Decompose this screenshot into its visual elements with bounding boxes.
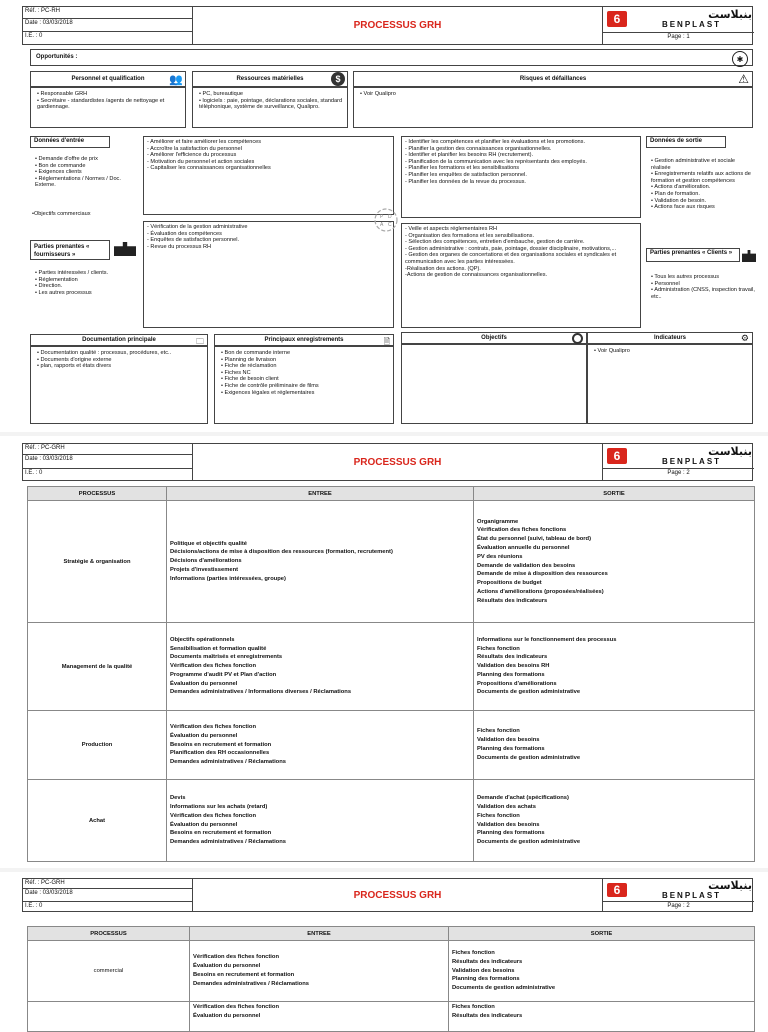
entree-line: Décisions d'améliorations bbox=[170, 558, 242, 565]
date-cell: Date : 03/03/2018 bbox=[23, 889, 193, 902]
indicators-title: Indicateurs bbox=[653, 335, 686, 341]
sortie-line: Fiches fonction bbox=[452, 950, 495, 956]
entree-line: Évaluation du personnel bbox=[193, 1012, 261, 1019]
entree-line: Vérification des fiches fonction bbox=[193, 954, 280, 961]
objectives-title: Objectifs bbox=[481, 335, 507, 341]
documentation-list bbox=[34, 350, 204, 370]
documentation-item: • plan, rapports et états divers bbox=[37, 363, 204, 370]
right-top-line: - Planifier les enquêtes de satisfaction personnel. bbox=[405, 171, 527, 178]
right-top-line: - Planifier les données de la revue du processus. bbox=[405, 178, 526, 185]
entree-line: Vérification des fiches fonction bbox=[193, 1004, 280, 1010]
risks-header bbox=[353, 71, 753, 87]
output-data-item: • Actions face aux risques bbox=[651, 204, 754, 211]
entree-line: Besoins en recrutement et formation bbox=[170, 830, 272, 837]
entree-line: Vérification des fiches fonction bbox=[170, 724, 257, 730]
entree-line: Programme d'audit PV et Plan d'action bbox=[170, 671, 277, 678]
svg-text:P: P bbox=[380, 214, 384, 220]
documentation-header bbox=[30, 334, 208, 346]
entree-line: Besoins en recrutement et formation bbox=[170, 741, 272, 748]
clients-title: Parties prenantes « Clients » bbox=[646, 248, 740, 262]
sortie-cell bbox=[474, 711, 755, 780]
sortie-line: Évaluation annuelle du personnel bbox=[477, 544, 570, 551]
personnel-box bbox=[30, 87, 186, 128]
resources-list bbox=[196, 91, 344, 111]
process-name: Stratégie & organisation bbox=[28, 501, 167, 623]
sortie-line: Documents de gestion administrative bbox=[477, 839, 581, 846]
suppliers-item: • Direction. bbox=[35, 283, 138, 290]
center-bottom-line: - Enquêtes de satisfaction personnel. bbox=[147, 237, 240, 244]
center-top-line: - Accroître la satisfaction du personnel bbox=[147, 145, 242, 152]
objectives-quality-box bbox=[143, 136, 394, 215]
sortie-line: Fiches fonction bbox=[477, 728, 520, 735]
right-bottom-line: - Sélection des compétences, entretien d'embauche, gestion de carrière. bbox=[405, 239, 585, 246]
col-header-entree: ENTREE bbox=[167, 487, 474, 501]
page-separator bbox=[0, 868, 768, 872]
right-top-line: - Planifier les formations et les sensibilisations bbox=[405, 165, 520, 172]
table-row bbox=[28, 1002, 755, 1032]
records-item: • Exigences légales et réglementaires bbox=[221, 390, 390, 397]
records-item: • Planning de livraison bbox=[221, 357, 390, 364]
clients-block bbox=[646, 248, 758, 318]
date-cell: Date : 03/03/2018 bbox=[23, 455, 193, 469]
process-name: Achat bbox=[28, 780, 167, 862]
bullseye-icon bbox=[572, 333, 583, 344]
input-data-block bbox=[30, 136, 138, 226]
folder-icon: 🗀 bbox=[196, 337, 204, 346]
document-title: PROCESSUS GRH bbox=[193, 7, 603, 44]
page2-header bbox=[22, 443, 753, 481]
sortie-line: Vérification des fiches fonctions bbox=[477, 527, 567, 534]
entree-line: Évaluation du personnel bbox=[170, 821, 238, 828]
output-data-title: Données de sortie bbox=[646, 136, 726, 148]
benplast-logo-icon: 6 bbox=[607, 448, 627, 464]
entree-line: Décisions/actions de mise à disposition des ressources (formation, recrutement) bbox=[170, 549, 393, 556]
sortie-line: Résultats des indicateurs bbox=[452, 958, 523, 965]
page3-header bbox=[22, 878, 753, 912]
document-title: PROCESSUS GRH bbox=[193, 444, 603, 480]
suppliers-block bbox=[30, 240, 140, 320]
ref-cell: Réf. : PC-GRH bbox=[23, 444, 193, 455]
right-bottom-line: -Actions de gestion de connaissances organisationnelles. bbox=[405, 272, 548, 279]
page-number: Page : 1 bbox=[603, 32, 754, 44]
ie-cell: I.E. : 0 bbox=[23, 902, 193, 911]
entree-line: Devis bbox=[170, 795, 186, 802]
records-title: Principaux enregistrements bbox=[264, 337, 344, 343]
sortie-line: Résultats des indicateurs bbox=[477, 597, 548, 604]
sortie-cell bbox=[474, 780, 755, 862]
sortie-line: Fiches fonction bbox=[452, 1004, 495, 1010]
table-row bbox=[28, 941, 755, 1002]
records-item: • Fiches NC bbox=[221, 370, 390, 377]
entree-line: Objectifs opérationnels bbox=[170, 636, 235, 643]
logo-english-text: BENPLAST bbox=[661, 457, 722, 466]
warning-icon: ⚠ bbox=[738, 72, 749, 86]
right-bottom-line: - Gestion administrative : contrats, paie, pointage, dossier disciplinaire, motivations,... bbox=[405, 245, 617, 252]
objectives-header bbox=[401, 332, 587, 344]
clients-item: • Administration (CNSS, inspection travail, etc.. bbox=[651, 287, 756, 300]
sortie-line: Informations sur le fonctionnement des processus bbox=[477, 636, 617, 643]
entree-cell bbox=[167, 780, 474, 862]
risks-list bbox=[357, 91, 749, 98]
sortie-line: Planning des formations bbox=[477, 746, 545, 752]
date-cell: Date : 03/03/2018 bbox=[23, 19, 193, 32]
ie-cell: I.E. : 0 bbox=[23, 469, 193, 480]
records-box bbox=[214, 346, 394, 424]
entree-line: Demandes administratives / Réclamations bbox=[170, 759, 286, 766]
entree-line: Planification des RH occasionnelles bbox=[170, 750, 270, 757]
entree-line: Vérification des fiches fonction bbox=[170, 812, 257, 819]
table-row bbox=[28, 623, 755, 711]
table-row bbox=[28, 501, 755, 623]
suppliers-item: • Réglementation bbox=[35, 277, 138, 284]
resources-item: • logiciels : paie, pointage, déclarations sociales, standard téléphonique, système de surveillance, Qualipro. bbox=[199, 98, 344, 111]
sortie-line: Documents de gestion administrative bbox=[477, 689, 581, 696]
risks-box bbox=[353, 87, 753, 128]
people-icon: 👥 bbox=[169, 74, 183, 86]
target-icon: ✱ bbox=[732, 51, 748, 67]
indicators-header bbox=[587, 332, 753, 344]
clients-list bbox=[648, 274, 756, 300]
svg-text:C: C bbox=[388, 222, 392, 228]
page-number: Page : 2 bbox=[603, 468, 754, 480]
col-header-processus: PROCESSUS bbox=[28, 487, 167, 501]
opportunities-label: Opportunités : bbox=[36, 54, 78, 60]
objectives-box bbox=[401, 344, 587, 424]
documentation-box bbox=[30, 346, 208, 424]
benplast-logo-icon: 6 bbox=[607, 11, 627, 27]
indicators-list bbox=[591, 348, 749, 355]
company-logo bbox=[607, 880, 752, 900]
clients-item: • Personnel bbox=[651, 281, 756, 288]
col-header-processus: PROCESSUS bbox=[28, 927, 190, 941]
entree-line: Sensibilisation et formation qualité bbox=[170, 645, 267, 652]
sortie-line: Validation des besoins bbox=[452, 967, 515, 974]
pdca-cycle-icon bbox=[366, 206, 406, 234]
entree-cell bbox=[190, 941, 449, 1002]
suppliers-title: Parties prenantes « fournisseurs » bbox=[30, 240, 110, 260]
input-data-item: • Exigences clients bbox=[35, 169, 136, 176]
entree-line: Demandes administratives / Informations diverses / Réclamations bbox=[170, 689, 352, 696]
right-top-line: - Identifier les compétences et planifier les évaluations et les promotions. bbox=[405, 139, 586, 145]
gauge-icon: ⚙ bbox=[740, 333, 749, 343]
puzzle-icon bbox=[742, 250, 756, 262]
process-name: commercial bbox=[28, 941, 190, 1002]
indicators-box bbox=[587, 344, 753, 424]
sortie-line: Propositions de budget bbox=[477, 580, 542, 587]
indicators-item: • Voir Qualipro bbox=[594, 348, 749, 355]
sortie-line: Planning des formations bbox=[477, 671, 545, 678]
records-header bbox=[214, 334, 394, 346]
execution-box bbox=[401, 223, 641, 328]
ref-cell: Réf. : PC-RH bbox=[23, 7, 193, 19]
page1-header bbox=[22, 6, 753, 45]
suppliers-list bbox=[32, 270, 138, 296]
entree-line: Projets d'investissement bbox=[170, 566, 239, 573]
resources-item: • PC, bureautique bbox=[199, 91, 344, 98]
svg-text:D: D bbox=[388, 214, 392, 220]
logo-arabic-text: بنبلاست bbox=[708, 8, 752, 21]
sortie-line: Fiches fonction bbox=[477, 812, 520, 819]
col-header-sortie: SORTIE bbox=[449, 927, 755, 941]
entree-cell bbox=[167, 623, 474, 711]
document-title: PROCESSUS GRH bbox=[193, 879, 603, 911]
right-top-line: - Identifier et planifier les besoins RH (recrutement). bbox=[405, 152, 534, 159]
col-header-entree: ENTREE bbox=[190, 927, 449, 941]
documentation-item: • Documentation qualité : processus, procédures, etc.. bbox=[37, 350, 204, 357]
sortie-line: Fiches fonction bbox=[477, 645, 520, 652]
entree-line: Évaluation du personnel bbox=[170, 732, 238, 739]
entree-cell bbox=[167, 501, 474, 623]
sortie-line: Demande de mise à disposition des ressources bbox=[477, 571, 608, 578]
sortie-line: Planning des formations bbox=[452, 976, 520, 983]
personnel-item: • Responsable GRH bbox=[37, 91, 182, 98]
page-separator bbox=[0, 432, 768, 436]
documentation-item: • Documents d'origine externe bbox=[37, 357, 204, 364]
sortie-line: Demande d'achat (spécifications) bbox=[477, 795, 569, 802]
center-bottom-line: - Revue du processus RH bbox=[147, 243, 212, 250]
entree-line: Demandes administratives / Réclamations bbox=[193, 980, 309, 987]
records-item: • Bon de commande interne bbox=[221, 350, 390, 357]
table-row bbox=[28, 780, 755, 862]
sortie-line: Organigramme bbox=[477, 518, 519, 525]
company-logo bbox=[607, 8, 752, 30]
entree-line: Informations (parties intéressées, groupe) bbox=[170, 575, 286, 582]
process-table-2 bbox=[27, 926, 755, 1032]
process-name bbox=[28, 1002, 190, 1032]
logo-arabic-text: بنبلاست bbox=[708, 879, 752, 892]
entree-line: Évaluation du personnel bbox=[170, 680, 238, 687]
input-data-objectives: •Objectifs commerciaux bbox=[32, 211, 91, 217]
sortie-line: Propositions d'améliorations bbox=[477, 680, 557, 687]
center-bottom-line: - Vérification de la gestion administrative bbox=[147, 224, 248, 230]
sortie-line: Validation des besoins bbox=[477, 737, 540, 744]
center-top-line: - Capitaliser les connaissances organisationnelles bbox=[147, 165, 271, 172]
risks-item: • Voir Qualipro bbox=[360, 91, 749, 98]
table-header-row bbox=[28, 927, 755, 941]
company-logo bbox=[607, 445, 752, 467]
center-top-line: - Améliorer et faire améliorer les compétences bbox=[147, 139, 262, 145]
personnel-title: Personnel et qualification bbox=[71, 76, 145, 82]
suppliers-item: • Parties intéressées / clients. bbox=[35, 270, 138, 277]
planning-box bbox=[401, 136, 641, 218]
resources-title: Ressources matérielles bbox=[236, 76, 304, 82]
resources-header bbox=[192, 71, 348, 87]
personnel-list bbox=[34, 91, 182, 111]
suppliers-item: • Les autres processus bbox=[35, 290, 138, 297]
sortie-line: Demande de validation des besoins bbox=[477, 562, 576, 569]
page-number: Page : 2 bbox=[603, 901, 754, 911]
records-list bbox=[218, 350, 390, 396]
money-icon: $ bbox=[331, 72, 345, 86]
ref-cell: Réf. : PC-GRH bbox=[23, 879, 193, 889]
sortie-line: Résultats des indicateurs bbox=[477, 654, 548, 661]
table-header-row bbox=[28, 487, 755, 501]
records-item: • Fiche de contrôle préliminaire de films bbox=[221, 383, 390, 390]
right-bottom-line: -Réalisation des actions. (QP). bbox=[405, 265, 481, 272]
right-bottom-line: - Veille et aspects réglementaires RH bbox=[405, 226, 498, 232]
output-data-item: • Plan de formation. bbox=[651, 191, 754, 198]
process-table-1 bbox=[27, 486, 755, 862]
sortie-line: Validation des besoins bbox=[477, 821, 540, 828]
svg-text:A: A bbox=[380, 222, 384, 228]
process-name: Management de la qualité bbox=[28, 623, 167, 711]
entree-line: Évaluation du personnel bbox=[193, 963, 261, 970]
sortie-line: Validation des besoins RH bbox=[477, 663, 550, 670]
logo-english-text: BENPLAST bbox=[661, 20, 722, 29]
output-data-item: • Actions d'amélioration. bbox=[651, 184, 754, 191]
input-data-list bbox=[32, 156, 136, 189]
sortie-line: Validation des achats bbox=[477, 803, 536, 810]
resources-box bbox=[192, 87, 348, 128]
sortie-cell bbox=[474, 623, 755, 711]
output-data-list bbox=[648, 158, 754, 211]
entree-line: Vérification des fiches fonction bbox=[170, 663, 257, 670]
sortie-line: Planning des formations bbox=[477, 830, 545, 837]
sortie-cell bbox=[474, 501, 755, 623]
entree-line: Politique et objectifs qualité bbox=[170, 540, 247, 547]
entree-line: Informations sur les achats (retard) bbox=[170, 803, 268, 810]
center-top-line: - Améliorer l'efficience du processus bbox=[147, 152, 237, 159]
input-data-title: Données d'entrée bbox=[30, 136, 110, 148]
documentation-title: Documentation principale bbox=[82, 337, 156, 343]
verification-box bbox=[143, 221, 394, 328]
puzzle-icon bbox=[114, 242, 136, 256]
table-row bbox=[28, 711, 755, 780]
opportunities-row bbox=[30, 49, 753, 66]
entree-line: Demandes administratives / Réclamations bbox=[170, 839, 286, 846]
sortie-line: Documents de gestion administrative bbox=[477, 754, 581, 761]
sortie-line: PV des réunions bbox=[477, 553, 523, 560]
entree-line: Documents maîtrisés et enregistrements bbox=[170, 654, 283, 661]
ie-cell: I.E. : 0 bbox=[23, 32, 193, 44]
records-item: • Fiche de besoin client bbox=[221, 376, 390, 383]
document-icon: 🗎 bbox=[383, 337, 390, 346]
right-top-line: - Planifier la gestion des connaissances organisationnelles. bbox=[405, 145, 552, 152]
personnel-header bbox=[30, 71, 186, 87]
entree-cell bbox=[167, 711, 474, 780]
right-top-line: - Planification de la communication avec les représentants des employés. bbox=[405, 158, 587, 165]
center-bottom-line: - Évaluation des compétences bbox=[147, 230, 222, 237]
sortie-line: Résultats des indicateurs bbox=[452, 1012, 523, 1019]
sortie-line: Actions d'améliorations (proposées/réalisées) bbox=[477, 588, 604, 595]
output-data-item: • Enregistrements relatifs aux actions de formation et gestion compétences bbox=[651, 171, 754, 184]
sortie-cell bbox=[449, 941, 755, 1002]
personnel-item: • Secrétaire - standardistes /agents de nettoyage et gardiennage. bbox=[37, 98, 182, 111]
risks-title: Risques et défaillances bbox=[519, 76, 587, 82]
input-data-item: • Demande d'offre de prix bbox=[35, 156, 136, 163]
col-header-sortie: SORTIE bbox=[474, 487, 755, 501]
logo-english-text: BENPLAST bbox=[661, 891, 722, 900]
sortie-line: État du personnel (suivi, tableau de bord) bbox=[477, 536, 592, 543]
input-data-item: • Bon de commande bbox=[35, 163, 136, 170]
right-bottom-line: - Gestion des organes de concertations et des organisations sociales et syndicales et communication avec les parties intéressées. bbox=[405, 252, 617, 265]
entree-line: Besoins en recrutement et formation bbox=[193, 972, 295, 978]
output-data-block bbox=[646, 136, 756, 246]
entree-cell bbox=[190, 1002, 449, 1032]
output-data-item: • Gestion administrative et sociale réalisée bbox=[651, 158, 754, 171]
benplast-logo-icon: 6 bbox=[607, 883, 627, 897]
records-item: • Fiche de réclamation bbox=[221, 363, 390, 370]
right-bottom-line: - Organisation des formations et les sensibilisations. bbox=[405, 232, 535, 239]
center-top-line: - Motivation du personnel et action sociales bbox=[147, 158, 255, 165]
sortie-cell bbox=[449, 1002, 755, 1032]
sortie-line: Documents de gestion administrative bbox=[452, 985, 556, 992]
process-name: Production bbox=[28, 711, 167, 780]
logo-arabic-text: بنبلاست bbox=[708, 445, 752, 458]
input-data-item: • Réglementations / Normes / Doc. Externe. bbox=[35, 176, 136, 189]
output-data-item: • Validation de besoin. bbox=[651, 198, 754, 205]
clients-item: • Tous les autres processus bbox=[651, 274, 756, 281]
